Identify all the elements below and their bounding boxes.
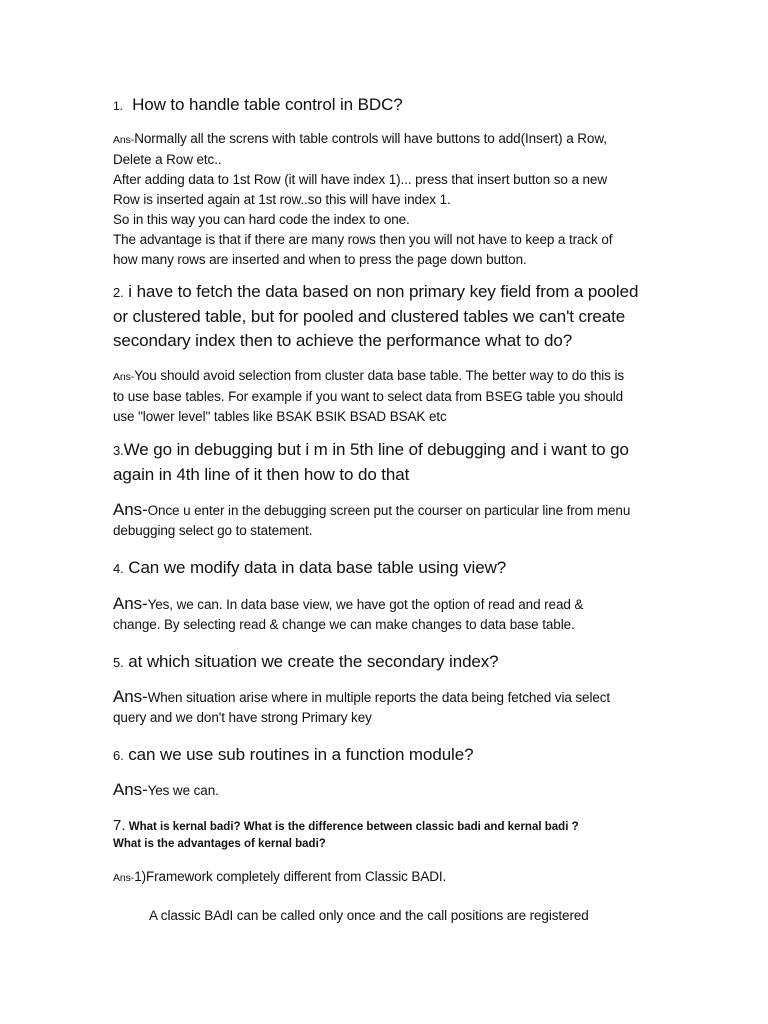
answer-line: Ans-When situation arise where in multiple reports the data being fetched via select: [113, 687, 611, 706]
answer-line: A classic BAdI can be called only once and the call positions are registered: [149, 908, 589, 923]
answer-2: [113, 366, 713, 427]
question-4: [113, 556, 713, 581]
answer-1: [113, 129, 713, 270]
answer-prefix: Ans-: [113, 500, 148, 519]
question-1: [113, 93, 713, 118]
answer-line: query and we don't have strong Primary key: [113, 710, 372, 725]
answer-line: Ans-Once u enter in the debugging screen put the courser on particular line from menu: [113, 500, 631, 519]
answer-line: After adding data to 1st Row (it will have index 1)... press that insert button so a new: [113, 172, 607, 187]
question-7: [113, 817, 713, 853]
question-number: 4.: [113, 561, 124, 576]
answer-7: [113, 867, 713, 888]
question-number: 3.: [113, 443, 124, 458]
question-text: How to handle table control in BDC?: [132, 95, 403, 114]
answer-line: Row is inserted again at 1st row..so this will have index 1.: [113, 192, 451, 207]
question-line: 7. What is kernal badi? What is the difference between classic badi and kernal badi ?: [113, 817, 579, 834]
answer-prefix: Ans-: [113, 687, 148, 706]
answer-3: [113, 500, 713, 541]
answer-line: to use base tables. For example if you want to select data from BSEG table you should: [113, 389, 624, 404]
answer-line: Ans-Normally all the screns with table controls will have buttons to add(Insert) a Row,: [113, 131, 607, 146]
question-5: [113, 650, 713, 675]
answer-6: [113, 780, 713, 801]
answer-prefix: Ans-: [113, 134, 135, 146]
answer-line: So in this way you can hard code the index to one.: [113, 212, 410, 227]
question-number: 1.: [113, 99, 123, 113]
answer-4: [113, 594, 713, 635]
answer-prefix: Ans-: [113, 872, 135, 884]
answer-7-paragraph: [149, 906, 749, 926]
answer-line: debugging select go to statement.: [113, 523, 313, 538]
question-number: 6.: [113, 748, 124, 763]
answer-line: Ans-Yes we can.: [113, 780, 219, 799]
question-line: secondary index then to achieve the performance what to do?: [113, 331, 573, 350]
question-line: What is the advantages of kernal badi?: [113, 838, 326, 850]
answer-line: Ans-You should avoid selection from cluster data base table. The better way to do this is: [113, 368, 624, 383]
question-text: Can we modify data in data base table using view?: [123, 558, 507, 577]
answer-line: Ans-Yes, we can. In data base view, we have got the option of read and read &: [113, 594, 584, 613]
answer-prefix: Ans-: [113, 780, 148, 799]
answer-line: change. By selecting read & change we can make changes to data base table.: [113, 617, 575, 632]
question-line: or clustered table, but for pooled and clustered tables we can't create: [113, 307, 626, 326]
question-line: 3.We go in debugging but i m in 5th line of debugging and i want to go: [113, 440, 629, 459]
question-number: 7.: [113, 817, 126, 834]
answer-prefix: Ans-: [113, 594, 148, 613]
question-text: can we use sub routines in a function module?: [123, 745, 474, 764]
question-6: [113, 743, 713, 768]
question-number: 2.: [113, 285, 124, 300]
answer-prefix: Ans-: [113, 371, 135, 383]
question-line: again in 4th line of it then how to do that: [113, 465, 410, 484]
question-text: at which situation we create the secondary index?: [123, 652, 499, 671]
question-3: [113, 438, 713, 487]
answer-line: use "lower level" tables like BSAK BSIK BSAD BSAK etc: [113, 409, 447, 424]
answer-5: [113, 687, 713, 728]
answer-line: Ans-1)Framework completely different from Classic BADI.: [113, 869, 447, 884]
answer-line: how many rows are inserted and when to press the page down button.: [113, 252, 527, 267]
answer-line: Delete a Row etc..: [113, 152, 222, 167]
question-2: [113, 280, 713, 353]
question-line: 2. i have to fetch the data based on non primary key field from a pooled: [113, 282, 639, 301]
answer-line: The advantage is that if there are many rows then you will not have to keep a track of: [113, 232, 613, 247]
question-number: 5.: [113, 655, 124, 670]
